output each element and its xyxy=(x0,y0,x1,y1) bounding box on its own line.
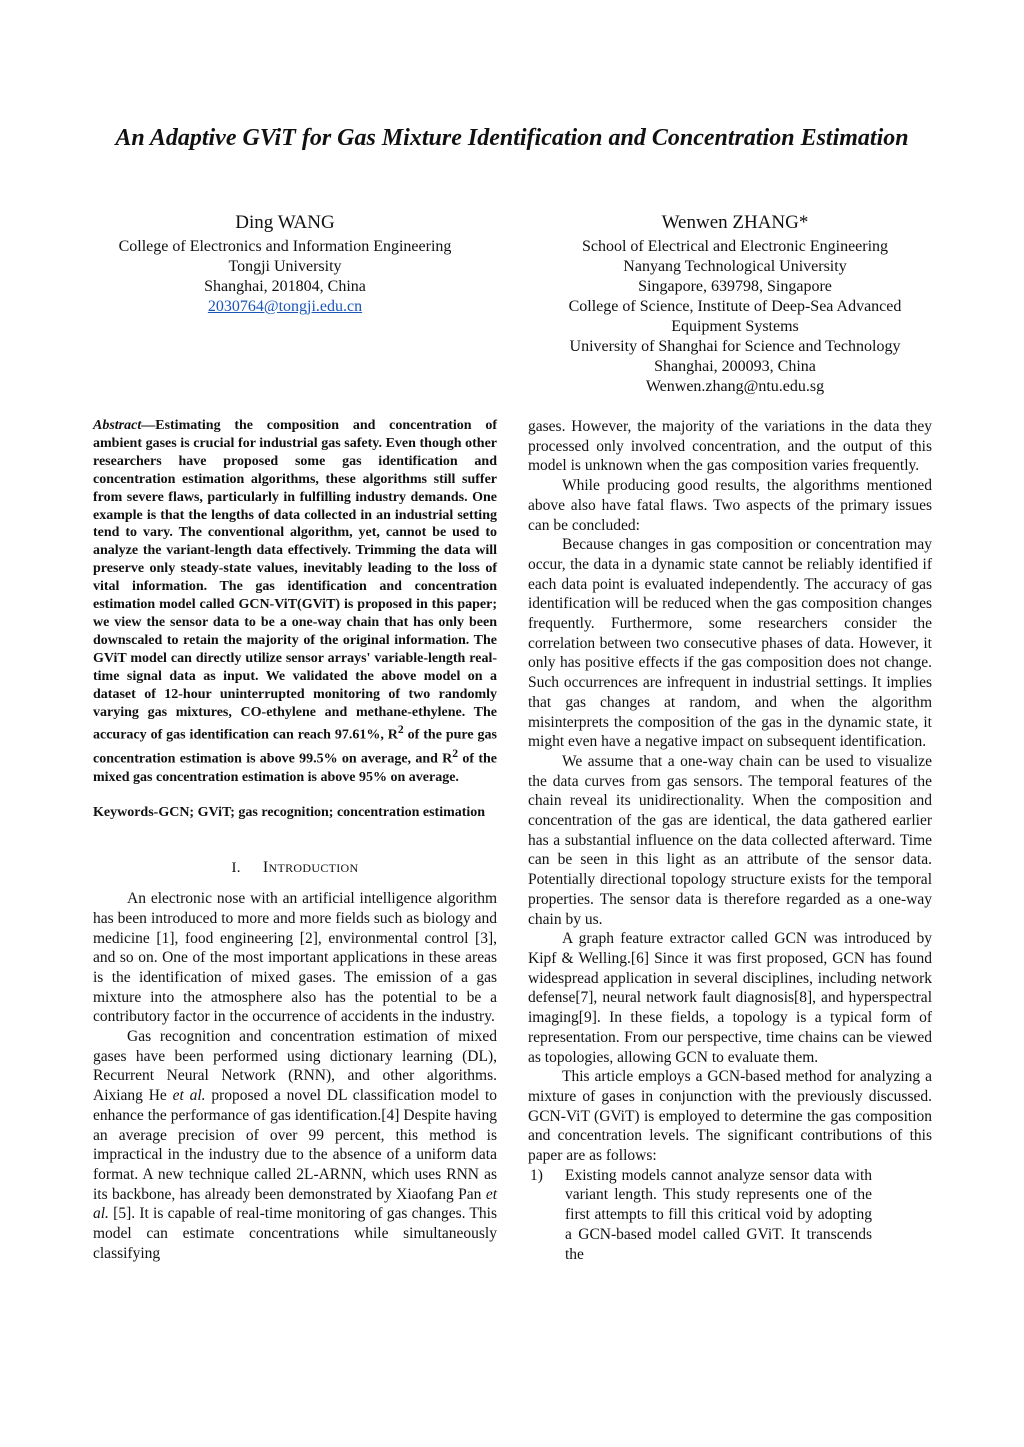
author-email-link[interactable]: 2030764@tongji.edu.cn xyxy=(207,298,363,315)
abstract-text: of the pure gas concentration estimation is above 99.5% on average, and R xyxy=(93,728,497,767)
author-affiliation-line: Equipment Systems xyxy=(671,318,799,335)
author-block-1 xyxy=(80,210,490,317)
author-affiliation-line: College of Electronics and Information Engineering xyxy=(118,238,452,255)
body-paragraph: While producing good results, the algorithms mentioned above also have fatal flaws. Two aspects of the primary issues can be concluded: xyxy=(528,477,932,534)
body-paragraph: Because changes in gas composition or concentration may occur, the data in a dynamic state cannot be reliably identified if each data point is evaluated independently. The accuracy of gas identification will be reduced when the gas composition changes frequently. Furthermore, some researchers consider the correlation between two consecutive phases of data. However, it only has positive effects if the gas composition does not change. Such occurrences are infrequent in industrial settings. It implies that gas changes at random, and when the algorithm misinterprets the composition of the gas in the dynamic state, it might even have a negative impact on subsequent identification. xyxy=(528,536,932,751)
abstract-text: Estimating the composition and concentration of ambient gases is crucial for industrial gas safety. Even though other researchers have proposed some gas identification and concentration estimation algorithms, these algorithms still suffer from severe flaws, particularly in fulfilling industry demands. One example is that the lengths of data collected in an industrial setting tend to vary. The conventional algorithm, yet, cannot be used to analyze the variant-length data effectively. Trimming the data will preserve only steady-state values, inevitably leading to the loss of vital information. The gas identification and concentration estimation model called GCN-ViT(GViT) is proposed in this paper; we view the sensor data to be a one-way chain that has only been downscaled to retain the majority of the original information. The GViT model can directly utilize sensor arrays' variable-length real-time signal data as input. We validated the above model on a dataset of 12-hour uninterrupted monitoring of two randomly varying gas mixtures, CO-ethylene and methane-ethylene. The accuracy of gas identification can reach 97.61%, R xyxy=(93,418,497,744)
author-affiliation-line: Nanyang Technological University xyxy=(623,258,847,275)
section-title-rest: NTRODUCTION xyxy=(268,861,359,876)
superscript: 2 xyxy=(397,723,404,737)
paragraph-text: Gas recognition and concentration estimation of mixed gases have been performed using dictionary learning (DL), Recurrent Neural Network (RNN), and other algorithms. Aixiang He xyxy=(93,1028,497,1105)
author-affiliation-line: University of Shanghai for Science and Technology xyxy=(569,338,901,355)
list-item xyxy=(528,1166,932,1265)
author-affiliation-line: Singapore, 639798, Singapore xyxy=(638,278,832,295)
et-al: et al. xyxy=(172,1087,206,1105)
author-name: Ding WANG xyxy=(235,212,335,233)
right-column xyxy=(528,417,932,1264)
author-affiliation-line: School of Electrical and Electronic Engineering xyxy=(581,238,889,255)
abstract xyxy=(93,417,497,786)
section-number: I. xyxy=(231,860,241,877)
body-paragraph xyxy=(93,1027,497,1263)
author-email: Wenwen.zhang@ntu.edu.sg xyxy=(645,378,825,395)
abstract-text: of the mixed gas concentration estimation is above 95% on average. xyxy=(93,751,497,785)
body-paragraph: gases. However, the majority of the variations in the data they processed only involved concentration, and the output of this model is unknown when the gas composition varies frequently. xyxy=(528,418,932,475)
left-column xyxy=(93,417,497,1264)
paragraph-text: [5]. It is capable of real-time monitoring of gas changes. This model can estimate concentrations while simultaneously classifying xyxy=(93,1205,497,1262)
author-block-2 xyxy=(530,210,940,397)
author-affiliation-line: Tongji University xyxy=(228,258,342,275)
list-marker: 1) xyxy=(530,1166,543,1184)
section-title-initial: I xyxy=(262,859,269,877)
abstract-dash: — xyxy=(141,418,156,433)
superscript: 2 xyxy=(452,746,459,760)
body-paragraph: We assume that a one-way chain can be used to visualize the data curves from gas sensors. The temporal features of the chain reveal its unidirectionality. When the composition and concentration of the gas are identical, the data gathered earlier has a substantial influence on the data collected afterward. Time can be seen in this light as an attribute of the sensor data. Potentially directional topology structure exists for the temporal properties. The sensor data is therefore regarded as a one-way chain by us. xyxy=(528,752,932,928)
author-affiliation-line: College of Science, Institute of Deep-Sea Advanced xyxy=(568,298,902,315)
list-item-text: Existing models cannot analyze sensor data with variant length. This study represents one of the first attempts to fill this critical void by adopting a GCN-based model called GViT. It transcends the xyxy=(565,1166,872,1263)
author-affiliation-line: Shanghai, 201804, China xyxy=(204,278,366,295)
section-heading-introduction xyxy=(93,858,497,879)
contributions-list xyxy=(528,1166,932,1265)
paper-title: An Adaptive GViT for Gas Mixture Identification and Concentration Estimation xyxy=(115,125,909,151)
author-affiliation-line: Shanghai, 200093, China xyxy=(654,358,816,375)
body-paragraph: An electronic nose with an artificial intelligence algorithm has been introduced to more and more fields such as biology and medicine [1], food engineering [2], environmental control [3], and so on. One of the most important applications in these areas is the identification of mixed gases. The emission of a gas mixture into the atmosphere also has the potential to be a contributory factor in the occurrence of accidents in the industry. xyxy=(93,890,497,1026)
body-paragraph: A graph feature extractor called GCN was introduced by Kipf & Welling.[6] Since it was first proposed, GCN has found widespread application in several disciplines, including network defense[7], neural network fault diagnosis[8], and hyperspectral imaging[9]. In these fields, a topology is a typical form of representation. From our perspective, time chains can be viewed as topologies, allowing GCN to evaluate them. xyxy=(528,930,932,1066)
et-al: et al. xyxy=(93,1185,497,1223)
body-paragraph: This article employs a GCN-based method for analyzing a mixture of gases in conjunction with the previously discussed. GCN-ViT (GViT) is employed to determine the gas composition and concentration levels. The significant contributions of this paper are as follows: xyxy=(528,1068,932,1165)
paragraph-text: proposed a novel DL classification model to enhance the performance of gas identification.[4] Despite having an average precision of over 99 percent, this method is impractical in the industry due to the absence of a uniform data format. A new technique called 2L-ARNN, which uses RNN as its backbone, has already been demonstrated by Xiaofang Pan xyxy=(93,1087,497,1203)
author-name: Wenwen ZHANG* xyxy=(661,212,809,233)
abstract-label: Abstract xyxy=(93,418,142,433)
keywords: Keywords-GCN; GViT; gas recognition; concentration estimation xyxy=(93,805,486,821)
